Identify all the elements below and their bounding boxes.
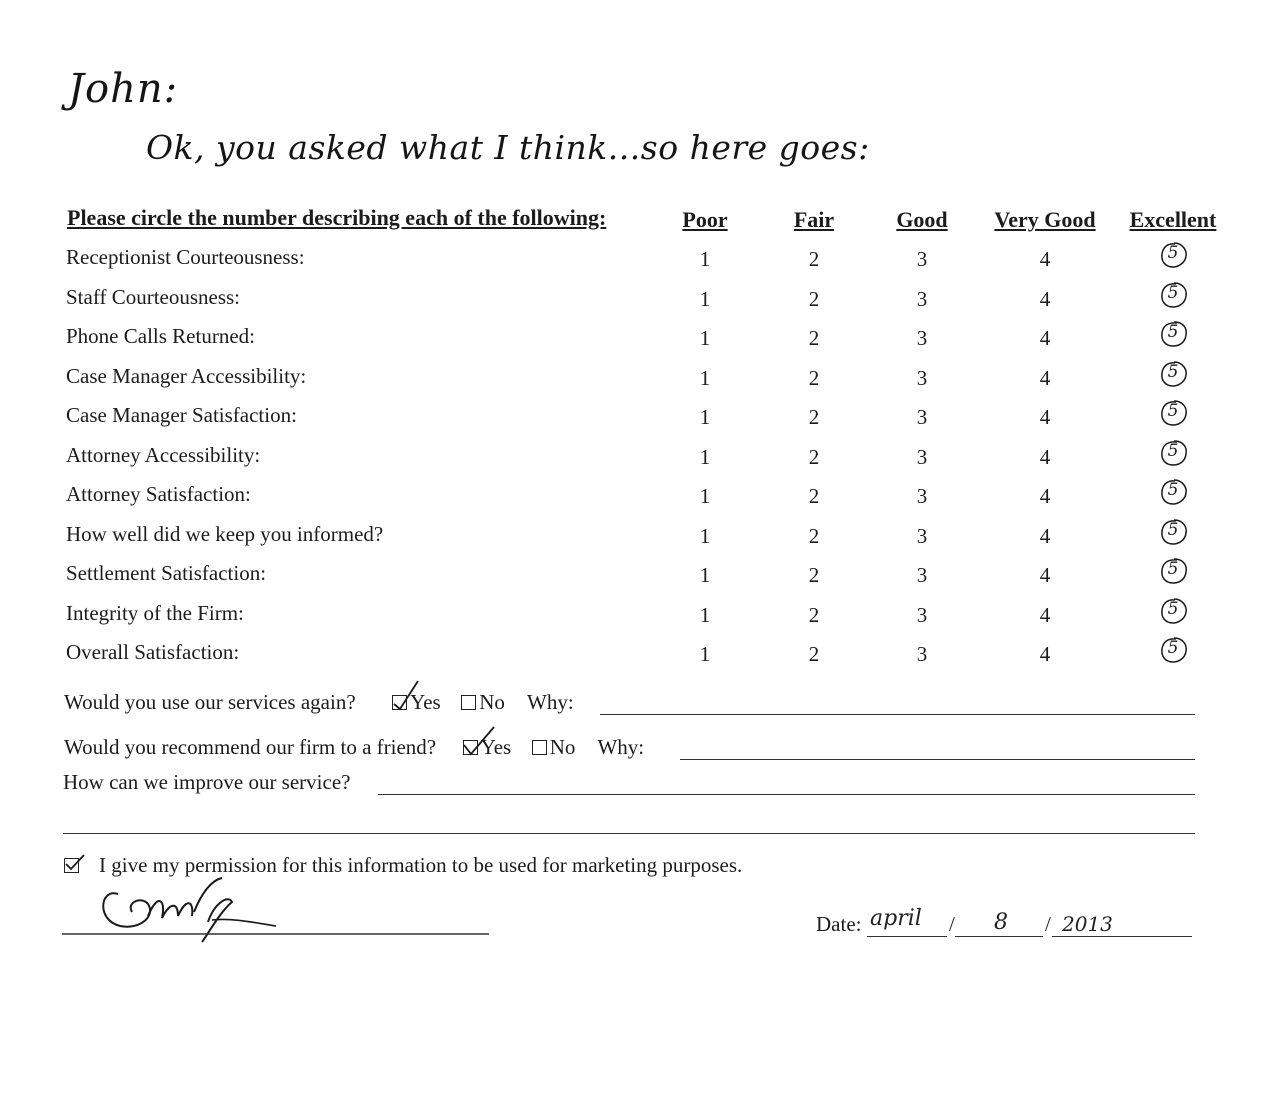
rating-row-label: Receptionist Courteousness:	[66, 245, 305, 269]
use-again-no-checkbox[interactable]	[461, 695, 476, 710]
rating-option[interactable]: 3	[916, 603, 928, 627]
handwritten-intro: Ok, you asked what I think...so here goes:	[146, 128, 870, 167]
use-again-why-line[interactable]	[600, 714, 1195, 715]
scale-header-good: Good	[896, 207, 948, 232]
rating-row-label: Attorney Accessibility:	[66, 443, 261, 467]
rating-option[interactable]: 2	[808, 563, 820, 587]
date-month-line[interactable]	[867, 936, 947, 937]
rating-row	[0, 640, 1275, 670]
rating-option[interactable]: 1	[699, 524, 711, 548]
date-label: Date:	[816, 912, 862, 936]
use-again-question	[64, 690, 574, 715]
date-day-line[interactable]	[955, 936, 1043, 937]
rating-option[interactable]: 2	[808, 247, 820, 271]
rating-option-value: 5	[1167, 362, 1179, 382]
rating-row	[0, 482, 1275, 512]
improve-answer-line-2[interactable]	[63, 833, 1195, 834]
use-again-why-label: Why:	[527, 690, 574, 714]
rating-option-selected[interactable]	[1160, 439, 1186, 465]
rating-option[interactable]: 4	[1039, 287, 1051, 311]
rating-option[interactable]: 1	[699, 287, 711, 311]
rating-option[interactable]: 4	[1039, 366, 1051, 390]
scale-header-very-good: Very Good	[994, 207, 1096, 232]
rating-row-label: Phone Calls Returned:	[66, 324, 255, 348]
date-month: april	[870, 906, 922, 931]
date-separator: /	[1045, 912, 1051, 936]
rating-option[interactable]: 4	[1039, 642, 1051, 666]
rating-option[interactable]: 3	[916, 524, 928, 548]
rating-option[interactable]: 1	[699, 405, 711, 429]
rating-option[interactable]: 4	[1039, 563, 1051, 587]
rating-option-value: 5	[1167, 401, 1179, 421]
rating-option[interactable]: 1	[699, 603, 711, 627]
recommend-why-label: Why:	[597, 735, 645, 759]
rating-option-value: 5	[1167, 520, 1179, 540]
rating-row-label: Case Manager Satisfaction:	[66, 403, 297, 427]
rating-row	[0, 285, 1275, 315]
rating-option[interactable]: 3	[916, 563, 928, 587]
improve-question: How can we improve our service?	[63, 770, 351, 794]
permission-checkbox[interactable]	[64, 858, 79, 873]
rating-option[interactable]: 2	[808, 326, 820, 350]
survey-heading: Please circle the number describing each of the following:	[67, 205, 607, 230]
recommend-yes-label: Yes	[480, 735, 512, 759]
rating-option[interactable]: 2	[808, 484, 820, 508]
rating-option[interactable]: 2	[808, 287, 820, 311]
rating-option[interactable]: 3	[916, 326, 928, 350]
rating-row	[0, 324, 1275, 354]
rating-option[interactable]: 2	[808, 642, 820, 666]
rating-option[interactable]: 4	[1039, 405, 1051, 429]
rating-option[interactable]: 3	[916, 642, 928, 666]
rating-row-label: How well did we keep you informed?	[66, 522, 384, 546]
rating-option[interactable]: 4	[1039, 524, 1051, 548]
rating-option[interactable]: 4	[1039, 603, 1051, 627]
use-again-yes-checkbox[interactable]	[392, 695, 407, 710]
rating-option[interactable]: 3	[916, 287, 928, 311]
scale-header-poor: Poor	[682, 207, 728, 232]
rating-option[interactable]: 1	[699, 366, 711, 390]
date-day: 8	[994, 910, 1008, 935]
rating-option[interactable]: 4	[1039, 326, 1051, 350]
rating-row	[0, 522, 1275, 552]
rating-option[interactable]: 2	[808, 366, 820, 390]
rating-row	[0, 601, 1275, 631]
rating-row-label: Settlement Satisfaction:	[66, 561, 267, 585]
scale-header-excellent: Excellent	[1129, 207, 1217, 232]
scale-header-fair: Fair	[793, 207, 835, 232]
rating-option[interactable]: 2	[808, 603, 820, 627]
rating-option-value: 5	[1167, 480, 1179, 500]
check-mark-icon	[462, 723, 496, 757]
rating-row-label: Integrity of the Firm:	[66, 601, 244, 625]
recommend-no-checkbox[interactable]	[532, 740, 547, 755]
rating-option[interactable]: 1	[699, 247, 711, 271]
recommend-label: Would you recommend our firm to a friend?	[64, 735, 437, 759]
rating-option-selected[interactable]	[1160, 399, 1186, 425]
permission-text: I give my permission for this information to be used for marketing purposes.	[99, 853, 743, 877]
date-year: 2013	[1062, 912, 1113, 936]
rating-option[interactable]: 4	[1039, 484, 1051, 508]
rating-option-selected[interactable]	[1160, 478, 1186, 504]
rating-option-value: 5	[1167, 322, 1179, 342]
rating-option-selected[interactable]	[1160, 360, 1186, 386]
rating-option[interactable]: 1	[699, 445, 711, 469]
rating-option-value: 5	[1167, 559, 1179, 579]
rating-row-label: Staff Courteousness:	[66, 285, 241, 309]
signature	[62, 872, 492, 952]
rating-row	[0, 561, 1275, 591]
check-mark-icon	[391, 678, 421, 712]
use-again-label: Would you use our services again?	[64, 690, 356, 714]
rating-option-value: 5	[1167, 441, 1179, 461]
rating-option[interactable]: 3	[916, 445, 928, 469]
rating-option[interactable]: 2	[808, 405, 820, 429]
rating-row	[0, 245, 1275, 275]
use-again-no-label: No	[479, 690, 505, 714]
rating-option[interactable]: 4	[1039, 247, 1051, 271]
rating-option[interactable]: 3	[916, 247, 928, 271]
rating-row-label: Overall Satisfaction:	[66, 640, 240, 664]
rating-option-selected[interactable]	[1160, 281, 1186, 307]
rating-option[interactable]: 1	[699, 326, 711, 350]
use-again-yes-label: Yes	[410, 690, 441, 714]
rating-row-label: Case Manager Accessibility:	[66, 364, 307, 388]
rating-option-selected[interactable]	[1160, 557, 1186, 583]
handwritten-greeting: John:	[68, 66, 179, 112]
improve-answer-line[interactable]	[378, 794, 1195, 795]
rating-row	[0, 364, 1275, 394]
rating-option-selected[interactable]	[1160, 636, 1186, 662]
rating-option-selected[interactable]	[1160, 320, 1186, 346]
rating-option-selected[interactable]	[1160, 518, 1186, 544]
recommend-yes-checkbox[interactable]	[463, 740, 478, 755]
check-mark-icon	[64, 853, 86, 873]
rating-option[interactable]: 3	[916, 366, 928, 390]
date-year-line[interactable]	[1052, 936, 1192, 937]
rating-option-value: 5	[1167, 283, 1179, 303]
rating-option[interactable]: 3	[916, 405, 928, 429]
rating-option[interactable]: 1	[699, 563, 711, 587]
rating-row-label: Attorney Satisfaction:	[66, 482, 251, 506]
recommend-question	[64, 735, 644, 760]
rating-option[interactable]: 2	[808, 524, 820, 548]
rating-option[interactable]: 3	[916, 484, 928, 508]
rating-option-value: 5	[1167, 638, 1179, 658]
rating-option[interactable]: 2	[808, 445, 820, 469]
rating-option[interactable]: 1	[699, 642, 711, 666]
rating-option-value: 5	[1167, 243, 1179, 263]
rating-option-selected[interactable]	[1160, 241, 1186, 267]
rating-option[interactable]: 1	[699, 484, 711, 508]
rating-option[interactable]: 4	[1039, 445, 1051, 469]
rating-row	[0, 443, 1275, 473]
rating-option-selected[interactable]	[1160, 597, 1186, 623]
recommend-no-label: No	[549, 735, 576, 759]
date-separator: /	[949, 912, 955, 936]
recommend-why-line[interactable]	[680, 759, 1195, 760]
rating-row	[0, 403, 1275, 433]
rating-option-value: 5	[1167, 599, 1179, 619]
